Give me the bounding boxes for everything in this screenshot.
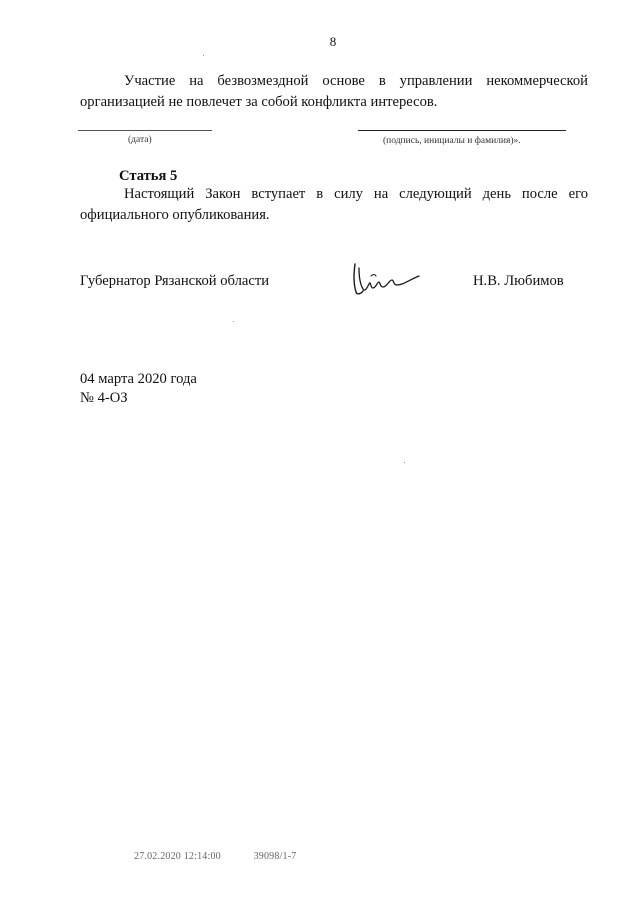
signature-caption: (подпись, инициалы и фамилия)». (383, 136, 521, 146)
date-caption: (дата) (128, 135, 152, 145)
scan-speck (233, 321, 234, 322)
scan-speck (404, 462, 405, 463)
issue-block (80, 370, 197, 408)
law-number: № 4-ОЗ (80, 390, 128, 406)
issue-date: 04 марта 2020 года (80, 371, 197, 387)
signature-line (358, 130, 566, 131)
article-title: Статья 5 (119, 168, 178, 184)
page-number: 8 (329, 34, 337, 49)
footer-doc-code: 39098/1-7 (253, 851, 297, 862)
article-text: Настоящий Закон вступает в силу на следующий день после его официального опубликования. (80, 186, 588, 223)
governor-name: Н.В. Любимов (473, 273, 564, 289)
footer-timestamp: 27.02.2020 12:14:00 (134, 851, 221, 862)
scan-speck (203, 55, 204, 56)
governor-title: Губернатор Рязанской области (80, 273, 270, 289)
handwritten-signature (347, 258, 427, 300)
paragraph-conflict-of-interest: Участие на безвозмездной основе в управлении некоммерческой организацией не повлечет за собой конфликта интересов. (80, 73, 588, 110)
date-line (78, 130, 212, 131)
footer-stamp (134, 851, 296, 862)
